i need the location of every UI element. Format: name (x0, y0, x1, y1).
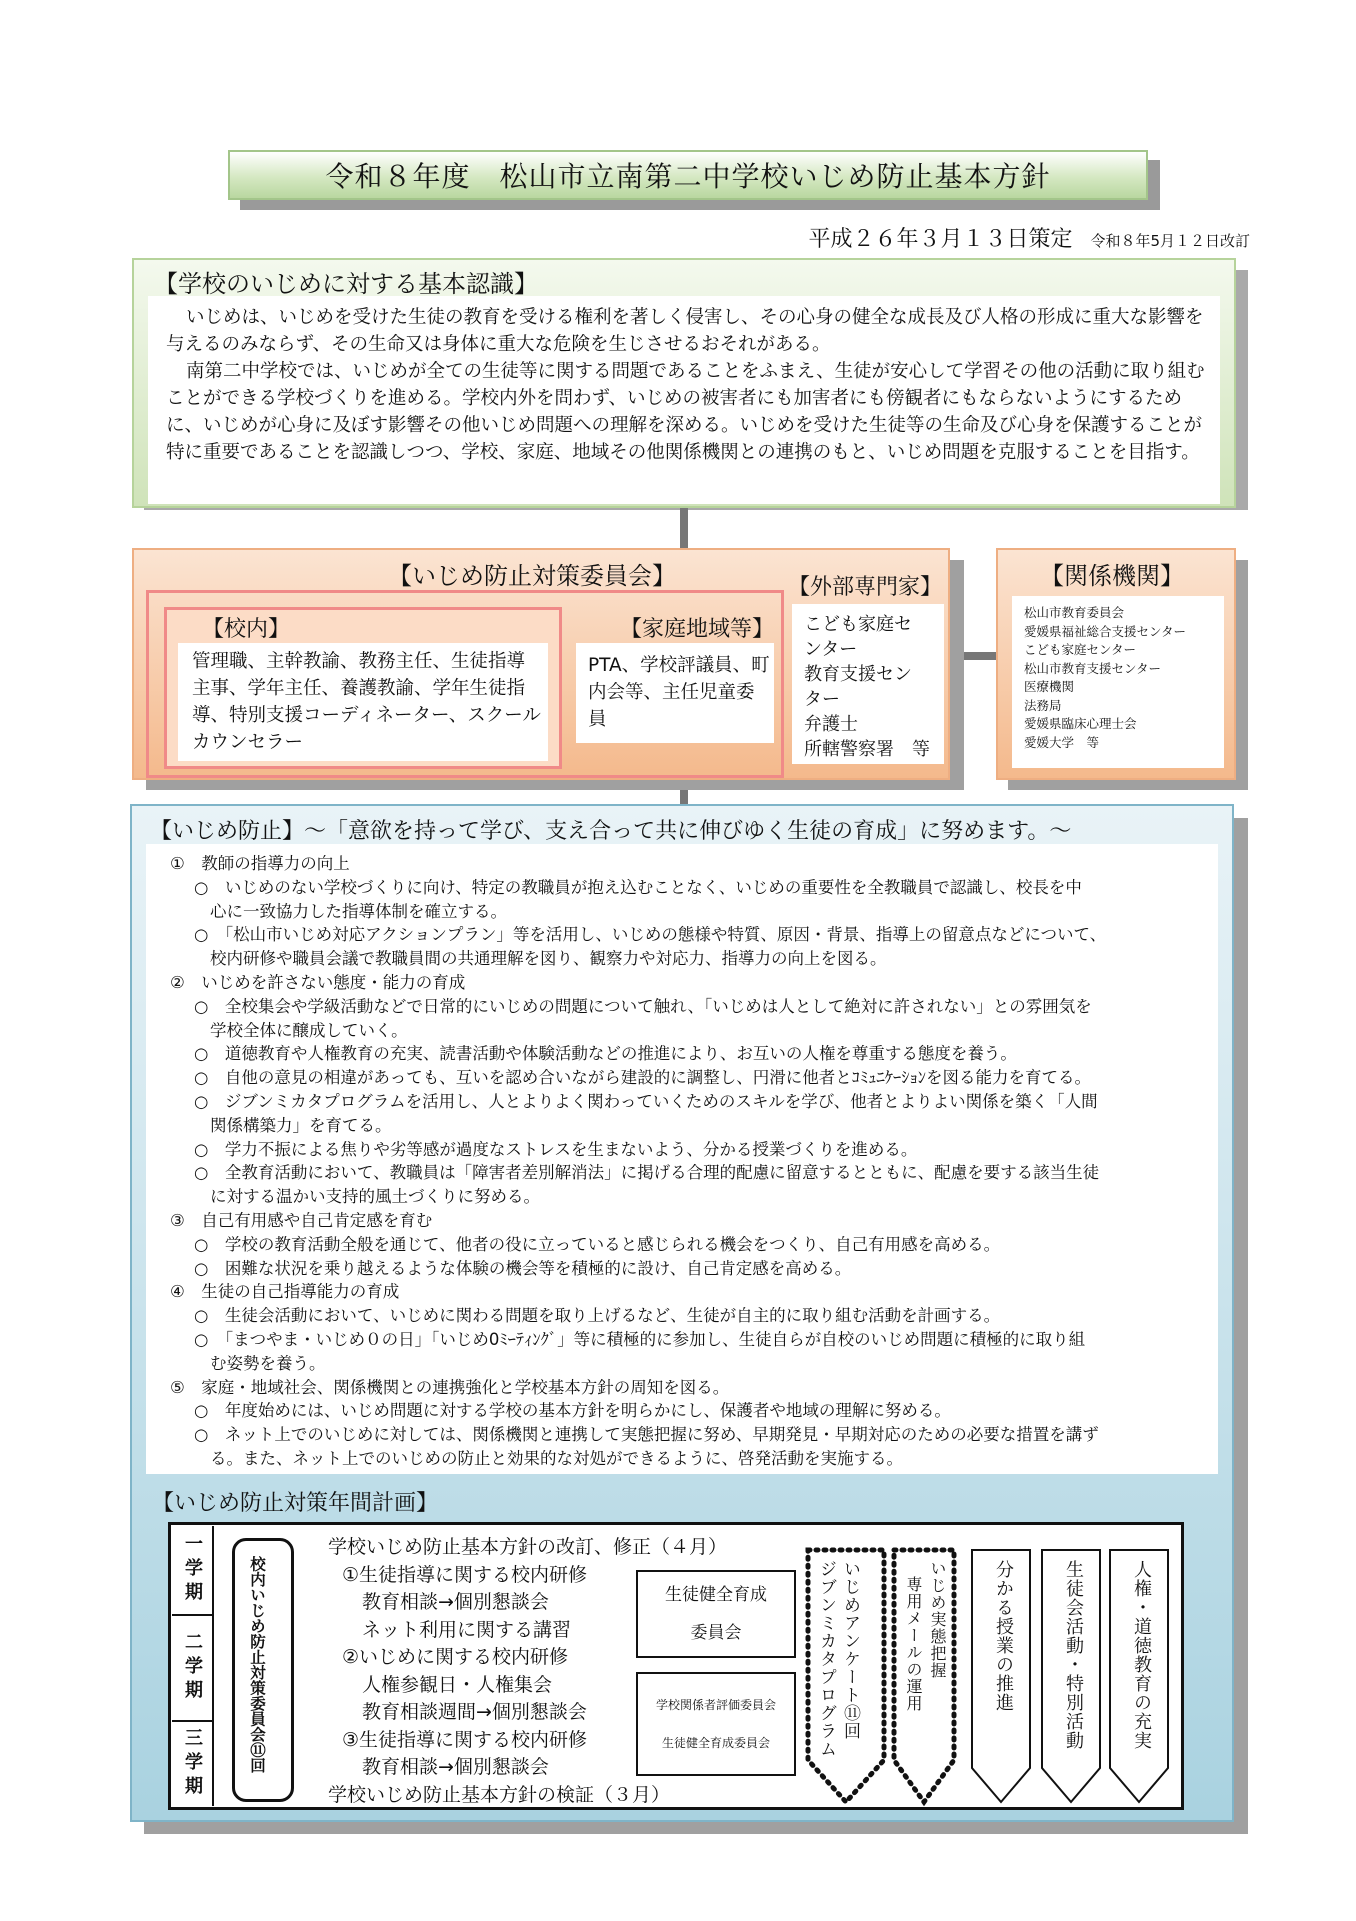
document-dates (720, 222, 1250, 252)
prevention-line: ○ 困難な状況を乗り越えるような体験の機会等を積極的に設け、自己肯定感を高める。 (194, 1258, 852, 1278)
external-expert-line: 教育支援セン (804, 664, 912, 685)
prevention-line: ○ 年度始めには、いじめ問題に対する学校の基本方針を明らかにし、保護者や地域の理解に努める。 (194, 1401, 951, 1421)
plan-item: ネット利用に関する講習 (362, 1618, 572, 1641)
related-agency-item: こども家庭センター (1024, 642, 1137, 657)
term-column (172, 1526, 214, 1806)
prevention-line: に対する温かい支持的風土づくりに努める。 (210, 1187, 540, 1207)
annual-plan-heading: 【いじめ防止対策年間計画】 (152, 1491, 439, 1516)
prevention-line: む姿勢を養う。 (210, 1353, 326, 1373)
external-expert-line: ンター (804, 639, 858, 660)
plan-item: ②いじめに関する校内研修 (342, 1646, 569, 1668)
established-date: 平成２６年３月１３日策定 (808, 227, 1073, 252)
jibun-mikata-label: ジブンミカタプログラム (816, 1560, 836, 1758)
health-committee-line: 委員会 (690, 1623, 742, 1643)
home-community-members: PTA、学校評議員、町内会等、主任児童委員 (588, 655, 770, 730)
arrow-label-lessons: 分かる授業の推進 (993, 1560, 1014, 1712)
prevention-line: ○ 全校集会や学級活動などで日常的にいじめの問題について触れ、「いじめは人として絶対に許されない」との雰囲気を (194, 996, 1092, 1016)
plan-item: 人権参観日・人権集会 (362, 1673, 553, 1696)
external-experts-list (804, 612, 944, 762)
external-experts-heading: 【外部専門家】 (788, 575, 943, 600)
evaluation-committee-box (636, 1672, 796, 1776)
prevention-line: ○ 生徒会活動において、いじめに関わる問題を取り上げるなど、生徒が自主的に取り組む活動を計画する。 (194, 1306, 1001, 1326)
related-agency-item: 法務局 (1024, 697, 1062, 713)
related-agencies-list (1024, 604, 1224, 752)
plan-item: 教育相談→個別懇談会 (362, 1756, 549, 1778)
prevention-line: ○ ジブンミカタプログラムを活用し、人とよりよく関わっていくためのスキルを学び、他者とよりよい関係を築く「人間 (194, 1091, 1098, 1111)
recognition-heading: 【学校のいじめに対する基本認識】 (154, 270, 538, 298)
external-expert-line: 所轄警察署 等 (804, 739, 930, 760)
evaluation-committee-line: 生徒健全育成委員会 (661, 1736, 770, 1750)
internal-heading: 【校内】 (202, 617, 291, 642)
plan-item: 学校いじめ防止基本方針の検証（３月） (328, 1783, 671, 1806)
plan-item: 教育相談→個別懇談会 (362, 1591, 549, 1613)
recognition-body (166, 304, 1210, 466)
health-committee-line: 生徒健全育成 (665, 1585, 767, 1605)
connector-line (680, 508, 688, 550)
home-community-heading: 【家庭地域等】 (620, 617, 775, 642)
plan-item: ①生徒指導に関する校内研修 (342, 1563, 588, 1586)
external-expert-line: ター (804, 689, 840, 710)
school-committee-label: 校内いじめ防止対策委員会⑪回 (248, 1556, 266, 1773)
prevention-line: ○ 「まつやま・いじめ０の日」「いじめ0ﾐｰﾃｨﾝｸﾞ」等に積極的に参加し、生徒自らが自校のいじめ問題に積極的に取り組 (194, 1329, 1086, 1349)
prevention-line: ○ 学力不振による焦りや劣等感が過度なストレスを生まないよう、分かる授業づくりを進める。 (194, 1139, 918, 1159)
term-label: 一学期 (182, 1534, 203, 1606)
prevention-line: 校内研修や職員会議で教職員間の共通理解を図り、観察力や対応力、指導力の向上を図る。 (210, 949, 887, 969)
term-3 (172, 1722, 212, 1806)
health-committee-box (636, 1570, 796, 1658)
prevention-line: ○ ネット上でのいじめに対しては、関係機関と連携して実態把握に努め、早期発見・早期対応のための必要な措置を講ず (194, 1425, 1099, 1445)
external-expert-line: 弁護士 (804, 714, 858, 735)
recognition-paragraph: いじめは、いじめを受けた生徒の教育を受ける権利を著しく侵害し、その心身の健全な成長及び人格の形成に重大な影響を与えるのみならず、その生命又は身体に重大な危険を生じさせるおそれがある。 (166, 307, 1204, 355)
term-label: 三学期 (182, 1728, 203, 1800)
related-agency-item: 医療機関 (1024, 679, 1075, 694)
document-title-text: 令和８年度 松山市立南第二中学校いじめ防止基本方針 (325, 160, 1051, 193)
prevention-line: 学校全体に醸成していく。 (210, 1020, 408, 1040)
prevention-line: る。また、ネット上でのいじめの防止と効果的な対処ができるように、啓発活動を実施する。 (210, 1448, 903, 1468)
prevention-line: ③ 自己有用感や自己肯定感を育む (170, 1210, 433, 1230)
related-agency-item: 松山市教育支援センター (1024, 660, 1162, 676)
related-agency-item: 愛媛県臨床心理士会 (1024, 716, 1137, 731)
term-label: 二学期 (182, 1632, 203, 1704)
mail-label: 専用メールの運用 (904, 1576, 923, 1712)
prevention-heading: 【いじめ防止】～「意欲を持って学び、支え合って共に伸びゆく生徒の育成」に努めます。～ (150, 819, 1072, 844)
prevention-line: ○ 道徳教育や人権教育の充実、読書活動や体験活動などの推進により、お互いの人権を尊重する態度を養う。 (194, 1044, 1017, 1064)
external-expert-line: こども家庭セ (804, 614, 912, 635)
evaluation-committee-line: 学校関係者評価委員会 (655, 1698, 776, 1712)
related-agencies-heading: 【関係機関】 (1040, 562, 1184, 590)
prevention-line: ○ 全教育活動において、教職員は「障害者差別解消法」に掲げる合理的配慮に留意するとともに、配慮を要する該当生徒 (194, 1163, 1100, 1183)
document-title (228, 150, 1148, 200)
prevention-line: ② いじめを許さない態度・能力の育成 (170, 972, 466, 992)
committee-heading: 【いじめ防止対策委員会】 (388, 562, 676, 590)
prevention-line: ○ 「松山市いじめ対応アクションプラン」等を活用し、いじめの態様や特質、原因・背景、指導上の留意点などについて、 (194, 925, 1107, 945)
prevention-body (164, 852, 1218, 1471)
recognition-paragraph: 南第二中学校では、いじめが全ての生徒等に関する問題であることをふまえ、生徒が安心して学習その他の活動に取り組むことができる学校づくりを進める。学校内外を問わず、いじめの被害者にも加害者にも傍観者にもならないようにするために、いじめが心身に及ぼす影響その他いじめ問題への理解を深める。いじめを受けた生徒等の生命及び心身を保護することが特に重要であることを認識しつつ、学校、家庭、地域その他関係機関との連携のもと、いじめ問題を克服することを目指す。 (166, 361, 1205, 463)
questionnaire-label: いじめアンケート⑪回 (840, 1560, 860, 1740)
term-1 (172, 1526, 212, 1614)
arrow-label-student-council: 生徒会活動・特別活動 (1063, 1560, 1084, 1750)
plan-item: 教育相談週間→個別懇談会 (362, 1701, 587, 1723)
related-agency-item: 愛媛県福祉総合支援センター (1024, 623, 1187, 639)
prevention-line: ○ いじめのない学校づくりに向け、特定の教職員が抱え込むことなく、いじめの重要性を全教職員で認識し、校長を中 (194, 877, 1082, 897)
prevention-line: ① 教師の指導力の向上 (170, 854, 350, 873)
plan-item: 学校いじめ防止基本方針の改訂、修正（４月） (328, 1536, 728, 1558)
arrow-label-human-rights: 人権・道徳教育の充実 (1131, 1560, 1152, 1750)
survey-label: いじめ実態把握 (928, 1560, 947, 1679)
prevention-line: ⑤ 家庭・地域社会、関係機関との連携強化と学校基本方針の周知を図る。 (170, 1377, 730, 1397)
prevention-line: ④ 生徒の自己指導能力の育成 (170, 1282, 400, 1302)
prevention-line: 心に一致協力した指導体制を確立する。 (210, 901, 507, 921)
prevention-line: 関係構築力」を育てる。 (210, 1115, 392, 1135)
prevention-line: ○ 自他の意見の相違があっても、互いを認め合いながら建設的に調整し、円滑に他者とｺﾐｭﾆｹｰｼｮﾝを図る能力を育てる。 (194, 1068, 1091, 1088)
plan-item: ③生徒指導に関する校内研修 (342, 1728, 588, 1751)
related-agency-item: 愛媛大学 等 (1024, 734, 1100, 750)
revised-date: 令和８年5月１２日改訂 (1090, 232, 1250, 250)
prevention-line: ○ 学校の教育活動全般を通じて、他者の役に立っていると感じられる機会をつくり、自己有用感を高める。 (194, 1234, 1001, 1254)
related-agency-item: 松山市教育委員会 (1024, 605, 1125, 620)
term-2 (172, 1616, 212, 1720)
internal-members: 管理職、主幹教諭、教務主任、生徒指導主事、学年主任、養護教諭、学年生徒指導、特別支援コーディネーター、スクールカウンセラー (192, 651, 541, 753)
